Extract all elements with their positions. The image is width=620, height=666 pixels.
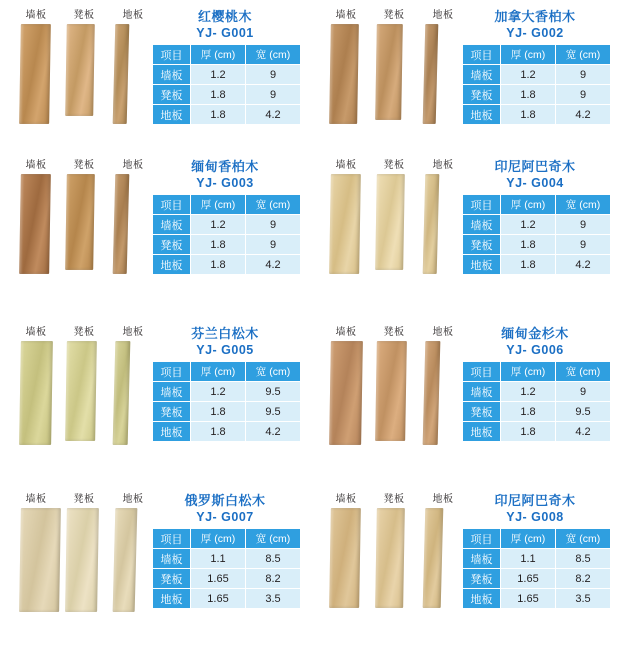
thickness-value: 1.2 xyxy=(191,382,246,402)
spec-table xyxy=(152,528,301,609)
board-type-label: 墙板 xyxy=(335,327,357,338)
table-row xyxy=(153,215,301,235)
width-value: 9 xyxy=(246,235,301,255)
product-name: 红樱桃木 xyxy=(197,9,252,24)
width-value: 9 xyxy=(556,382,611,402)
table-row xyxy=(463,215,611,235)
width-value: 9.5 xyxy=(556,402,611,422)
board-sample-image xyxy=(423,341,441,445)
board-samples xyxy=(324,341,464,449)
row-label: 墙板 xyxy=(463,549,501,569)
row-label: 凳板 xyxy=(463,402,501,422)
board-type-label: 地板 xyxy=(122,494,144,505)
width-value: 9.5 xyxy=(246,402,301,422)
table-header-cell: 宽 (cm) xyxy=(246,529,301,549)
board-samples xyxy=(324,508,464,616)
table-row xyxy=(463,402,611,422)
thickness-value: 1.8 xyxy=(501,105,556,125)
board-type-label: 地板 xyxy=(122,327,144,338)
table-header-cell: 宽 (cm) xyxy=(556,362,611,382)
board-type-label: 地板 xyxy=(432,494,454,505)
row-label: 墙板 xyxy=(463,382,501,402)
product-name: 印尼阿巴奇木 xyxy=(494,493,576,508)
board-sample-image xyxy=(113,174,130,274)
table-header-cell: 项目 xyxy=(463,195,501,215)
table-header-cell: 项目 xyxy=(463,362,501,382)
width-value: 4.2 xyxy=(556,422,611,442)
product-card xyxy=(0,484,310,654)
thickness-value: 1.8 xyxy=(501,402,556,422)
board-type-label: 凳板 xyxy=(73,494,95,505)
board-type-label: 墙板 xyxy=(335,494,357,505)
table-row xyxy=(463,65,611,85)
table-header-cell: 厚 (cm) xyxy=(501,362,556,382)
board-type-label: 墙板 xyxy=(335,10,357,21)
table-header-cell: 项目 xyxy=(153,195,191,215)
thickness-value: 1.1 xyxy=(501,549,556,569)
board-sample-image xyxy=(329,174,361,274)
spec-table xyxy=(152,44,301,125)
board-samples xyxy=(14,174,154,282)
table-header-cell: 厚 (cm) xyxy=(501,195,556,215)
row-label: 凳板 xyxy=(463,235,501,255)
row-label: 墙板 xyxy=(153,215,191,235)
product-code: YJ- G003 xyxy=(196,176,254,190)
table-header-cell: 厚 (cm) xyxy=(191,529,246,549)
board-samples xyxy=(14,508,154,616)
product-title-block xyxy=(150,325,300,359)
table-row xyxy=(153,255,301,275)
table-header-cell: 宽 (cm) xyxy=(556,45,611,65)
board-type-label: 地板 xyxy=(122,160,144,171)
board-sample-image xyxy=(113,24,130,124)
width-value: 9 xyxy=(556,85,611,105)
board-sample-image xyxy=(19,508,61,612)
board-sample-image xyxy=(375,508,405,608)
table-header-row xyxy=(463,195,611,215)
board-sample-image xyxy=(329,508,361,608)
thickness-value: 1.8 xyxy=(191,235,246,255)
table-header-cell: 项目 xyxy=(463,529,501,549)
width-value: 9 xyxy=(556,65,611,85)
table-header-cell: 厚 (cm) xyxy=(191,45,246,65)
table-row xyxy=(463,569,611,589)
row-label: 地板 xyxy=(463,255,501,275)
product-card xyxy=(310,150,620,317)
product-name: 缅甸金杉木 xyxy=(501,326,569,341)
width-value: 9 xyxy=(246,65,301,85)
product-card xyxy=(310,0,620,150)
table-row xyxy=(463,105,611,125)
row-label: 墙板 xyxy=(463,215,501,235)
thickness-value: 1.8 xyxy=(501,422,556,442)
product-code: YJ- G004 xyxy=(506,176,564,190)
table-header-cell: 项目 xyxy=(153,45,191,65)
product-title-block xyxy=(460,325,610,359)
product-code: YJ- G001 xyxy=(196,26,254,40)
board-sample-image xyxy=(423,508,444,608)
board-type-label: 凳板 xyxy=(383,10,405,21)
board-sample-image xyxy=(65,24,95,116)
table-row xyxy=(153,549,301,569)
spec-table xyxy=(152,361,301,442)
thickness-value: 1.2 xyxy=(191,215,246,235)
table-header-cell: 宽 (cm) xyxy=(246,362,301,382)
board-type-label: 地板 xyxy=(432,327,454,338)
table-row xyxy=(153,402,301,422)
thickness-value: 1.65 xyxy=(501,589,556,609)
row-label: 凳板 xyxy=(463,569,501,589)
spec-table xyxy=(462,361,611,442)
board-sample-image xyxy=(19,174,51,274)
width-value: 4.2 xyxy=(246,255,301,275)
width-value: 9 xyxy=(246,85,301,105)
product-card xyxy=(310,317,620,484)
board-sample-image xyxy=(375,341,407,441)
product-title-block xyxy=(150,492,300,526)
row-label: 凳板 xyxy=(463,85,501,105)
width-value: 8.5 xyxy=(556,549,611,569)
width-value: 4.2 xyxy=(556,255,611,275)
board-sample-image xyxy=(65,508,99,612)
board-sample-image xyxy=(329,24,359,124)
product-card xyxy=(0,0,310,150)
thickness-value: 1.8 xyxy=(501,85,556,105)
board-type-label: 凳板 xyxy=(383,494,405,505)
table-header-cell: 宽 (cm) xyxy=(246,45,301,65)
board-type-label: 凳板 xyxy=(73,160,95,171)
width-value: 3.5 xyxy=(246,589,301,609)
table-header-cell: 宽 (cm) xyxy=(556,195,611,215)
thickness-value: 1.8 xyxy=(501,255,556,275)
width-value: 8.5 xyxy=(246,549,301,569)
product-card xyxy=(0,150,310,317)
thickness-value: 1.2 xyxy=(501,215,556,235)
board-sample-image xyxy=(113,341,131,445)
product-code: YJ- G006 xyxy=(506,343,564,357)
spec-table xyxy=(462,44,611,125)
width-value: 8.2 xyxy=(246,569,301,589)
thickness-value: 1.65 xyxy=(191,589,246,609)
board-type-label: 凳板 xyxy=(73,327,95,338)
thickness-value: 1.2 xyxy=(501,65,556,85)
board-sample-image xyxy=(423,24,439,124)
board-type-label: 墙板 xyxy=(25,327,47,338)
board-sample-image xyxy=(113,508,138,612)
width-value: 9 xyxy=(556,235,611,255)
board-sample-image xyxy=(65,341,97,441)
spec-table xyxy=(462,528,611,609)
product-title-block xyxy=(460,8,610,42)
table-row xyxy=(463,255,611,275)
table-row xyxy=(463,382,611,402)
board-type-label: 墙板 xyxy=(25,494,47,505)
board-type-label: 凳板 xyxy=(383,160,405,171)
table-row xyxy=(463,85,611,105)
table-row xyxy=(463,589,611,609)
width-value: 8.2 xyxy=(556,569,611,589)
row-label: 地板 xyxy=(153,589,191,609)
table-header-row xyxy=(463,45,611,65)
table-header-cell: 项目 xyxy=(153,529,191,549)
thickness-value: 1.8 xyxy=(191,85,246,105)
row-label: 墙板 xyxy=(463,65,501,85)
table-row xyxy=(153,589,301,609)
table-header-cell: 宽 (cm) xyxy=(556,529,611,549)
row-label: 凳板 xyxy=(153,569,191,589)
table-row xyxy=(463,422,611,442)
table-header-cell: 项目 xyxy=(463,45,501,65)
board-sample-image xyxy=(375,174,405,270)
width-value: 4.2 xyxy=(246,422,301,442)
board-type-label: 地板 xyxy=(122,10,144,21)
product-name: 俄罗斯白松木 xyxy=(184,493,266,508)
table-row xyxy=(153,382,301,402)
product-code: YJ- G007 xyxy=(196,510,254,524)
table-header-cell: 厚 (cm) xyxy=(501,529,556,549)
row-label: 地板 xyxy=(153,422,191,442)
product-code: YJ- G008 xyxy=(506,510,564,524)
width-value: 9.5 xyxy=(246,382,301,402)
row-label: 地板 xyxy=(463,589,501,609)
table-row xyxy=(153,105,301,125)
row-label: 墙板 xyxy=(153,549,191,569)
thickness-value: 1.8 xyxy=(191,422,246,442)
width-value: 9 xyxy=(556,215,611,235)
thickness-value: 1.2 xyxy=(191,65,246,85)
table-row xyxy=(153,65,301,85)
thickness-value: 1.2 xyxy=(501,382,556,402)
board-type-label: 地板 xyxy=(432,10,454,21)
width-value: 4.2 xyxy=(246,105,301,125)
table-header-cell: 宽 (cm) xyxy=(246,195,301,215)
board-samples xyxy=(14,341,154,449)
board-samples xyxy=(324,24,464,132)
table-header-row xyxy=(463,529,611,549)
table-header-cell: 厚 (cm) xyxy=(501,45,556,65)
row-label: 墙板 xyxy=(153,65,191,85)
product-title-block xyxy=(460,492,610,526)
product-title-block xyxy=(460,158,610,192)
board-samples xyxy=(14,24,154,132)
board-sample-image xyxy=(19,24,51,124)
thickness-value: 1.8 xyxy=(191,402,246,422)
width-value: 4.2 xyxy=(556,105,611,125)
table-header-row xyxy=(153,362,301,382)
thickness-value: 1.1 xyxy=(191,549,246,569)
table-row xyxy=(153,235,301,255)
board-sample-image xyxy=(375,24,403,120)
product-card xyxy=(310,484,620,654)
product-title-block xyxy=(150,8,300,42)
row-label: 地板 xyxy=(463,422,501,442)
board-type-label: 墙板 xyxy=(335,160,357,171)
row-label: 墙板 xyxy=(153,382,191,402)
product-code: YJ- G002 xyxy=(506,26,564,40)
board-type-label: 凳板 xyxy=(73,10,95,21)
product-card xyxy=(0,317,310,484)
board-type-label: 墙板 xyxy=(25,10,47,21)
width-value: 9 xyxy=(246,215,301,235)
product-title-block xyxy=(150,158,300,192)
board-type-label: 凳板 xyxy=(383,327,405,338)
table-header-cell: 厚 (cm) xyxy=(191,195,246,215)
spec-table xyxy=(462,194,611,275)
product-name: 印尼阿巴奇木 xyxy=(494,159,576,174)
table-header-row xyxy=(153,195,301,215)
row-label: 地板 xyxy=(463,105,501,125)
table-header-row xyxy=(153,45,301,65)
width-value: 3.5 xyxy=(556,589,611,609)
table-header-row xyxy=(463,362,611,382)
product-name: 加拿大香柏木 xyxy=(494,9,576,24)
row-label: 凳板 xyxy=(153,402,191,422)
thickness-value: 1.8 xyxy=(501,235,556,255)
spec-table xyxy=(152,194,301,275)
table-row xyxy=(463,549,611,569)
product-name: 芬兰白松木 xyxy=(191,326,259,341)
row-label: 凳板 xyxy=(153,85,191,105)
thickness-value: 1.8 xyxy=(191,255,246,275)
table-header-row xyxy=(153,529,301,549)
table-row xyxy=(463,235,611,255)
table-row xyxy=(153,85,301,105)
board-sample-image xyxy=(423,174,440,274)
board-sample-image xyxy=(19,341,53,445)
thickness-value: 1.8 xyxy=(191,105,246,125)
thickness-value: 1.65 xyxy=(501,569,556,589)
thickness-value: 1.65 xyxy=(191,569,246,589)
row-label: 地板 xyxy=(153,255,191,275)
table-row xyxy=(153,422,301,442)
board-sample-image xyxy=(65,174,95,270)
board-samples xyxy=(324,174,464,282)
table-header-cell: 厚 (cm) xyxy=(191,362,246,382)
row-label: 凳板 xyxy=(153,235,191,255)
board-sample-image xyxy=(329,341,363,445)
table-row xyxy=(153,569,301,589)
board-type-label: 墙板 xyxy=(25,160,47,171)
product-name: 缅甸香柏木 xyxy=(191,159,259,174)
table-header-cell: 项目 xyxy=(153,362,191,382)
product-code: YJ- G005 xyxy=(196,343,254,357)
board-type-label: 地板 xyxy=(432,160,454,171)
row-label: 地板 xyxy=(153,105,191,125)
